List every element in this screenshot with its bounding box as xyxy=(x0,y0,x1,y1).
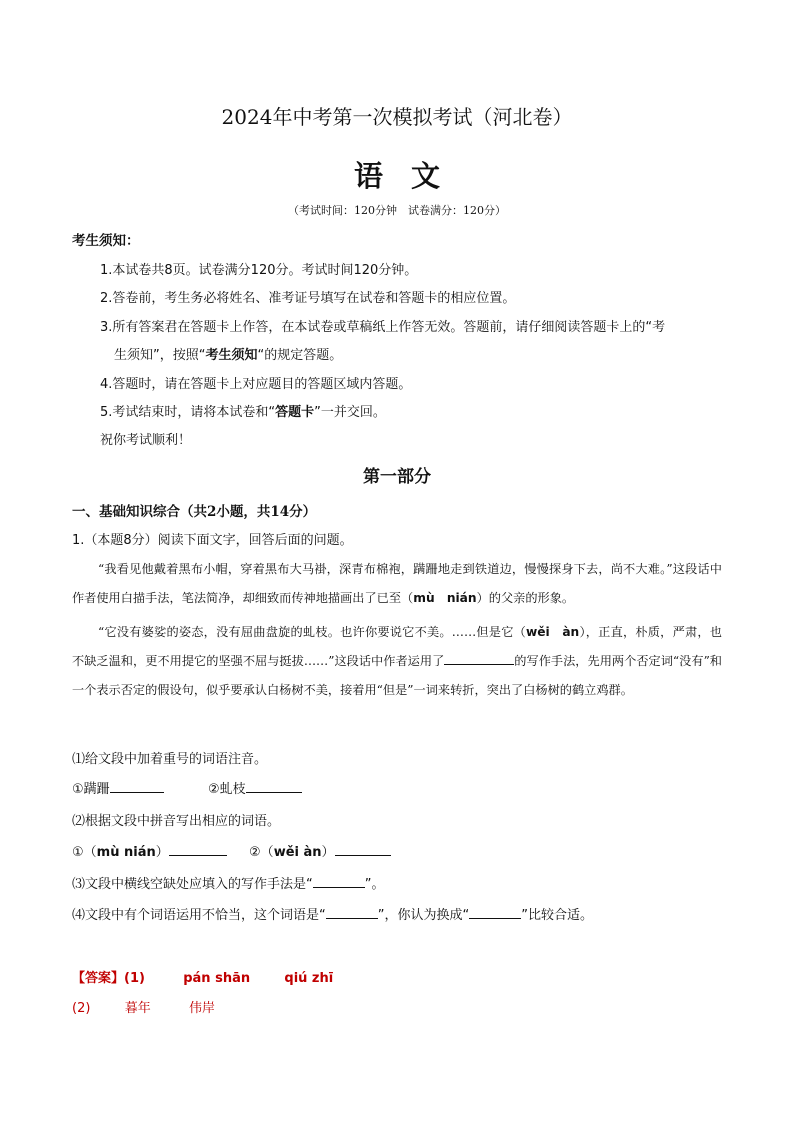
answer-blank[interactable] xyxy=(246,780,302,793)
answer-blank[interactable] xyxy=(326,906,378,919)
notice-item-5: 5.考试结束时，请将本试卷和“答题卡”一并交回。 xyxy=(100,405,386,420)
subquestion-3: ⑶文段中横线空缺处应填入的写作手法是“ ”。 xyxy=(72,877,385,892)
answer-blank[interactable] xyxy=(110,780,164,793)
technique-blank[interactable] xyxy=(444,652,514,665)
answer-line-2: (2) 暮年 伟岸 xyxy=(72,1001,216,1016)
answer-blank[interactable] xyxy=(313,875,365,888)
exam-title: 2024年中考第一次模拟考试（河北卷） xyxy=(221,105,573,129)
subquestion-2: ⑵根据文段中拼音写出相应的词语。 xyxy=(72,814,281,829)
answer-blank[interactable] xyxy=(469,906,521,919)
subject-title: 语文 xyxy=(353,159,468,193)
notice-item-2: 2.答卷前，考生务必将姓名、准考证号填写在试卷和答题卡的相应位置。 xyxy=(100,291,516,306)
good-luck-text: 祝你考试顺利！ xyxy=(100,433,192,448)
notice-item-4: 4.答题时，请在答题卡上对应题目的答题区域内答题。 xyxy=(100,377,412,392)
answer-blank[interactable] xyxy=(335,843,391,856)
subquestion-1: ⑴给文段中加着重号的词语注音。 xyxy=(72,752,268,767)
notice-item-1: 1.本试卷共8页。试卷满分120分。考试时间120分钟。 xyxy=(100,263,418,278)
part-title: 第一部分 xyxy=(363,467,431,487)
subquestion-2-items: ①（mù nián） ②（wěi àn） xyxy=(72,841,391,860)
notice-heading: 考生须知： xyxy=(72,233,140,249)
passage-1: “我看见他戴着黑布小帽，穿着黑布大马褂，深青布棉袍，蹒跚地走到铁道边，慢慢探身下去，尚不大难。”这段话中作者使用白描手法，笔法简净，却细致而传神地描画出了已至（mù nián）的父亲的形象。 xyxy=(72,562,722,605)
answer-line-1: 【答案】(1) pán shān qiú zhī xyxy=(72,971,334,986)
passage-2: “它没有婆娑的姿态，没有屈曲盘旋的虬枝。也许你要说它不美。……但是它（wěi àn），正直，朴质，严肃，也不缺乏温和，更不用提它的坚强不屈与挺拔……”这段话中作者运用了 的写作手法，先用两个否定词“没有”和一个表示否定的假设句，似乎要承认白杨树不美，接着用“但是”一词来转折，突出了白杨树的鹤立鸡群。 xyxy=(72,625,722,697)
subquestion-4: ⑷文段中有个词语运用不恰当，这个词语是“ ”，你认为换成“ ”比较合适。 xyxy=(72,908,593,923)
subquestion-1-items: ①蹒跚 ②虬枝 xyxy=(72,778,302,797)
question-1-stem: 1.（本题8分）阅读下面文字，回答后面的问题。 xyxy=(72,533,353,548)
answer-blank[interactable] xyxy=(169,843,227,856)
exam-info: （考试时间：120分钟 试卷满分：120分） xyxy=(288,204,506,217)
section-title: 一、基础知识综合（共2小题，共14分） xyxy=(72,504,317,520)
notice-item-3: 3.所有答案君在答题卡上作答，在本试卷或草稿纸上作答无效。答题前，请仔细阅读答题卡上的“考 xyxy=(100,320,666,335)
notice-item-3-cont: 生须知”，按照“考生须知“的规定答题。 xyxy=(114,348,343,363)
